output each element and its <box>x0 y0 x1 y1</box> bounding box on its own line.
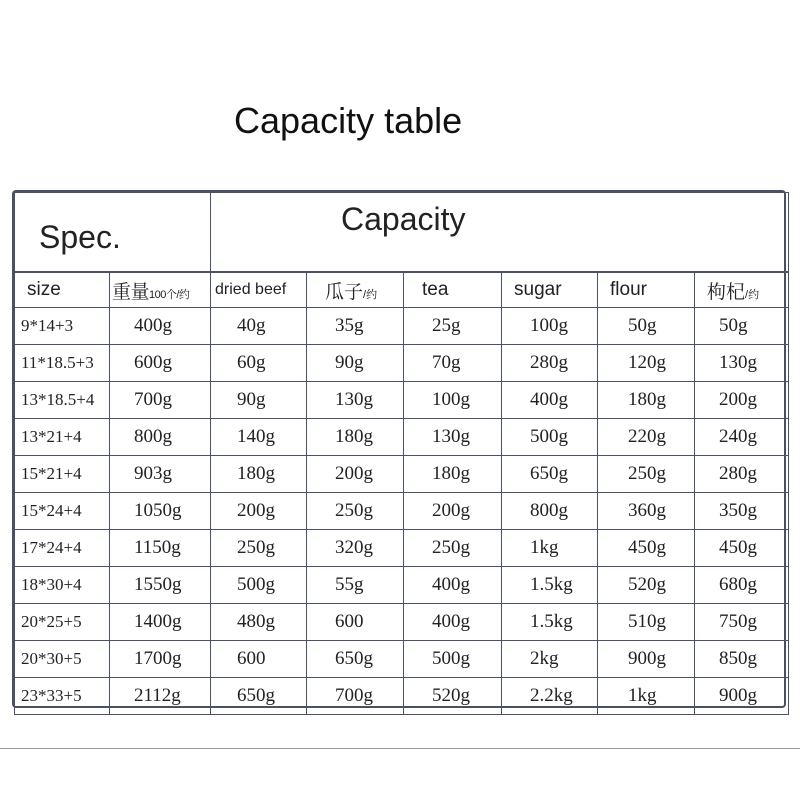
capacity-cell: 400g <box>404 604 502 641</box>
capacity-cell: 220g <box>598 419 695 456</box>
capacity-cell: 250g <box>307 493 404 530</box>
capacity-cell: 750g <box>695 604 789 641</box>
capacity-cell: 130g <box>404 419 502 456</box>
table-row <box>15 308 789 345</box>
capacity-cell: 600g <box>110 345 211 382</box>
size-cell: 13*21+4 <box>15 419 110 456</box>
capacity-cell: 500g <box>404 641 502 678</box>
capacity-cell: 100g <box>502 308 598 345</box>
size-cell: 18*30+4 <box>15 567 110 604</box>
capacity-cell: 700g <box>307 678 404 715</box>
capacity-cell: 250g <box>211 530 307 567</box>
capacity-cell: 180g <box>598 382 695 419</box>
capacity-cell: 1.5kg <box>502 604 598 641</box>
column-header-label: sugar <box>514 279 562 300</box>
table-row <box>15 345 789 382</box>
bottom-divider <box>0 748 800 749</box>
capacity-cell: 250g <box>598 456 695 493</box>
size-cell: 9*14+3 <box>15 308 110 345</box>
column-header-label: flour <box>610 279 647 300</box>
column-header-label: dried beef <box>215 281 287 298</box>
capacity-cell: 1550g <box>110 567 211 604</box>
capacity-cell: 140g <box>211 419 307 456</box>
capacity-cell: 35g <box>307 308 404 345</box>
capacity-cell: 1kg <box>502 530 598 567</box>
capacity-table <box>12 190 786 708</box>
capacity-cell: 520g <box>598 567 695 604</box>
size-cell: 20*25+5 <box>15 604 110 641</box>
column-header <box>502 272 598 308</box>
capacity-cell: 520g <box>404 678 502 715</box>
capacity-cell: 650g <box>502 456 598 493</box>
capacity-cell: 700g <box>110 382 211 419</box>
capacity-cell: 50g <box>695 308 789 345</box>
capacity-cell: 400g <box>110 308 211 345</box>
capacity-cell: 600 <box>307 604 404 641</box>
capacity-cell: 900g <box>598 641 695 678</box>
capacity-cell: 2.2kg <box>502 678 598 715</box>
capacity-cell: 1150g <box>110 530 211 567</box>
capacity-cell: 200g <box>307 456 404 493</box>
size-cell: 20*30+5 <box>15 641 110 678</box>
column-header-unit: /约 <box>745 288 760 301</box>
table-row <box>15 419 789 456</box>
capacity-cell: 200g <box>695 382 789 419</box>
capacity-cell: 850g <box>695 641 789 678</box>
capacity-cell: 903g <box>110 456 211 493</box>
capacity-cell: 350g <box>695 493 789 530</box>
column-header <box>110 272 211 308</box>
capacity-cell: 360g <box>598 493 695 530</box>
column-header <box>695 272 789 308</box>
capacity-cell: 130g <box>307 382 404 419</box>
capacity-cell: 680g <box>695 567 789 604</box>
capacity-cell: 250g <box>404 530 502 567</box>
capacity-cell: 450g <box>695 530 789 567</box>
capacity-cell: 100g <box>404 382 502 419</box>
capacity-cell: 1400g <box>110 604 211 641</box>
capacity-cell: 200g <box>404 493 502 530</box>
table-row <box>15 493 789 530</box>
table-row <box>15 382 789 419</box>
spec-header: Spec. <box>15 193 211 273</box>
capacity-cell: 120g <box>598 345 695 382</box>
size-cell: 13*18.5+4 <box>15 382 110 419</box>
size-cell: 11*18.5+3 <box>15 345 110 382</box>
column-header <box>404 272 502 308</box>
capacity-cell: 2112g <box>110 678 211 715</box>
size-cell: 15*21+4 <box>15 456 110 493</box>
column-header-label: 瓜子 <box>325 281 364 303</box>
table-row <box>15 678 789 715</box>
column-header-unit: /约 <box>363 288 378 301</box>
column-header-row <box>15 272 789 308</box>
size-cell: 23*33+5 <box>15 678 110 715</box>
capacity-cell: 500g <box>502 419 598 456</box>
capacity-cell: 280g <box>695 456 789 493</box>
capacity-cell: 25g <box>404 308 502 345</box>
capacity-cell: 400g <box>404 567 502 604</box>
capacity-cell: 800g <box>502 493 598 530</box>
capacity-cell: 600 <box>211 641 307 678</box>
capacity-cell: 240g <box>695 419 789 456</box>
capacity-cell: 55g <box>307 567 404 604</box>
capacity-cell: 90g <box>307 345 404 382</box>
capacity-cell: 400g <box>502 382 598 419</box>
capacity-cell: 1700g <box>110 641 211 678</box>
capacity-cell: 1050g <box>110 493 211 530</box>
size-cell: 15*24+4 <box>15 493 110 530</box>
capacity-cell: 800g <box>110 419 211 456</box>
capacity-cell: 320g <box>307 530 404 567</box>
capacity-cell: 70g <box>404 345 502 382</box>
capacity-cell: 480g <box>211 604 307 641</box>
column-header <box>598 272 695 308</box>
capacity-cell: 650g <box>307 641 404 678</box>
capacity-header: Capacity <box>211 193 789 273</box>
size-cell: 17*24+4 <box>15 530 110 567</box>
capacity-cell: 1kg <box>598 678 695 715</box>
table-row <box>15 604 789 641</box>
capacity-cell: 130g <box>695 345 789 382</box>
capacity-cell: 180g <box>404 456 502 493</box>
table-row <box>15 641 789 678</box>
capacity-cell: 180g <box>211 456 307 493</box>
capacity-cell: 1.5kg <box>502 567 598 604</box>
capacity-cell: 180g <box>307 419 404 456</box>
column-header-unit: 100个/约 <box>149 288 190 301</box>
capacity-cell: 450g <box>598 530 695 567</box>
column-header-label: tea <box>422 279 449 300</box>
table-row <box>15 567 789 604</box>
capacity-cell: 50g <box>598 308 695 345</box>
capacity-cell: 500g <box>211 567 307 604</box>
column-header-label: size <box>27 279 61 300</box>
column-header <box>211 272 307 308</box>
capacity-cell: 280g <box>502 345 598 382</box>
table-row <box>15 530 789 567</box>
capacity-cell: 40g <box>211 308 307 345</box>
capacity-cell: 650g <box>211 678 307 715</box>
table-row <box>15 456 789 493</box>
page-title: Capacity table <box>234 100 463 141</box>
column-header-label: 枸杞 <box>707 281 746 303</box>
column-header <box>307 272 404 308</box>
capacity-cell: 2kg <box>502 641 598 678</box>
capacity-cell: 900g <box>695 678 789 715</box>
capacity-cell: 60g <box>211 345 307 382</box>
capacity-cell: 90g <box>211 382 307 419</box>
column-header-label: 重量 <box>112 281 150 303</box>
capacity-cell: 510g <box>598 604 695 641</box>
capacity-cell: 200g <box>211 493 307 530</box>
column-header <box>15 272 110 308</box>
